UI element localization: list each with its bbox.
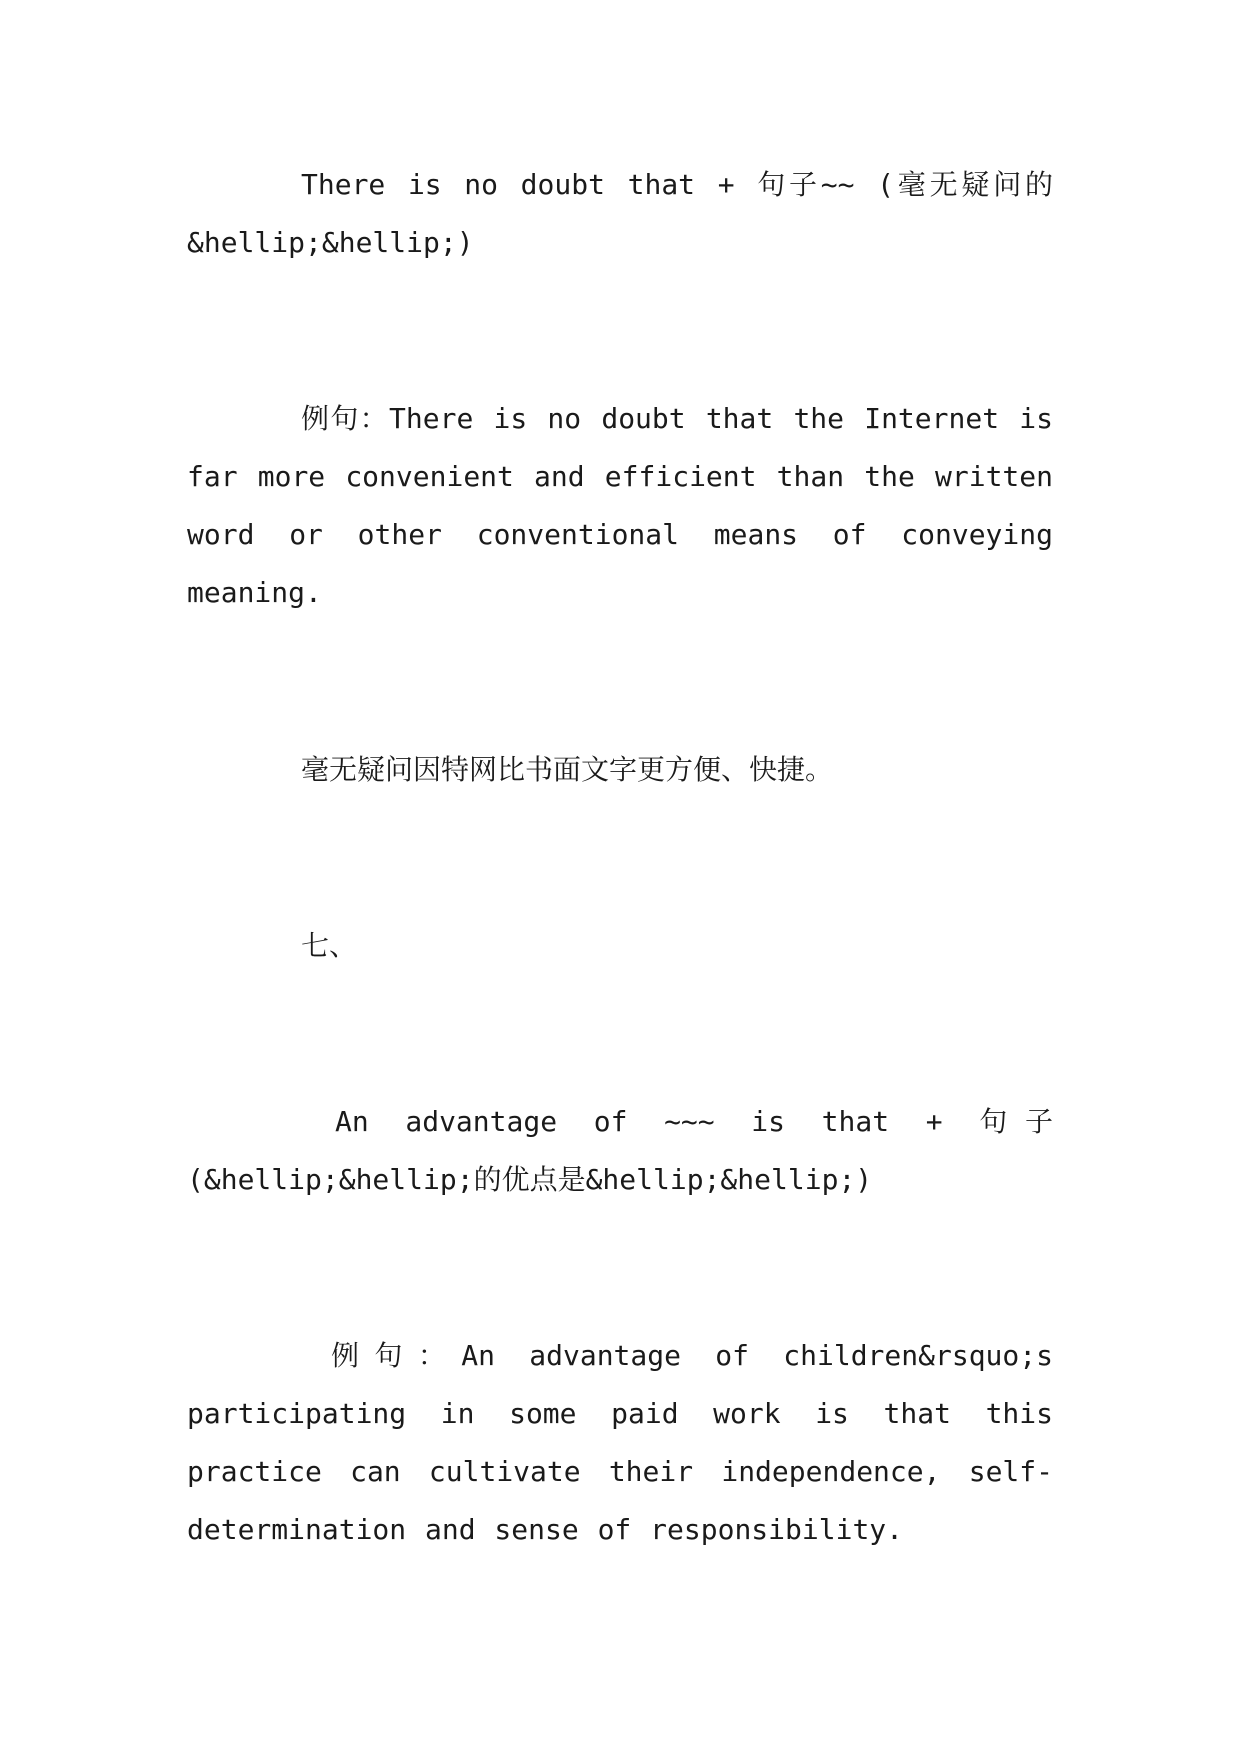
example-sentence-internet: 例句：There is no doubt that the Internet is far more convenient and efficient than the written word or other conventional means of conveying meaning. [187, 402, 1053, 609]
example-translation-internet: 毫无疑问因特网比书面文字更方便、快捷。 [301, 753, 834, 786]
phrase-pattern-no-doubt: There is no doubt that + 句子~~ (毫无疑问的&hellip;&hellip;) [187, 168, 1053, 259]
example-sentence-children-work: 例句：An advantage of children&rsquo;s participating in some paid work is that this practice can cultivate their independence, self-determination and sense of responsibility. [187, 1339, 1053, 1546]
section-heading-seven: 七、 [301, 929, 358, 962]
phrase-pattern-advantage: An advantage of ~~~ is that + 句子(&hellip;&hellip;的优点是&hellip;&hellip;) [187, 1105, 1053, 1196]
